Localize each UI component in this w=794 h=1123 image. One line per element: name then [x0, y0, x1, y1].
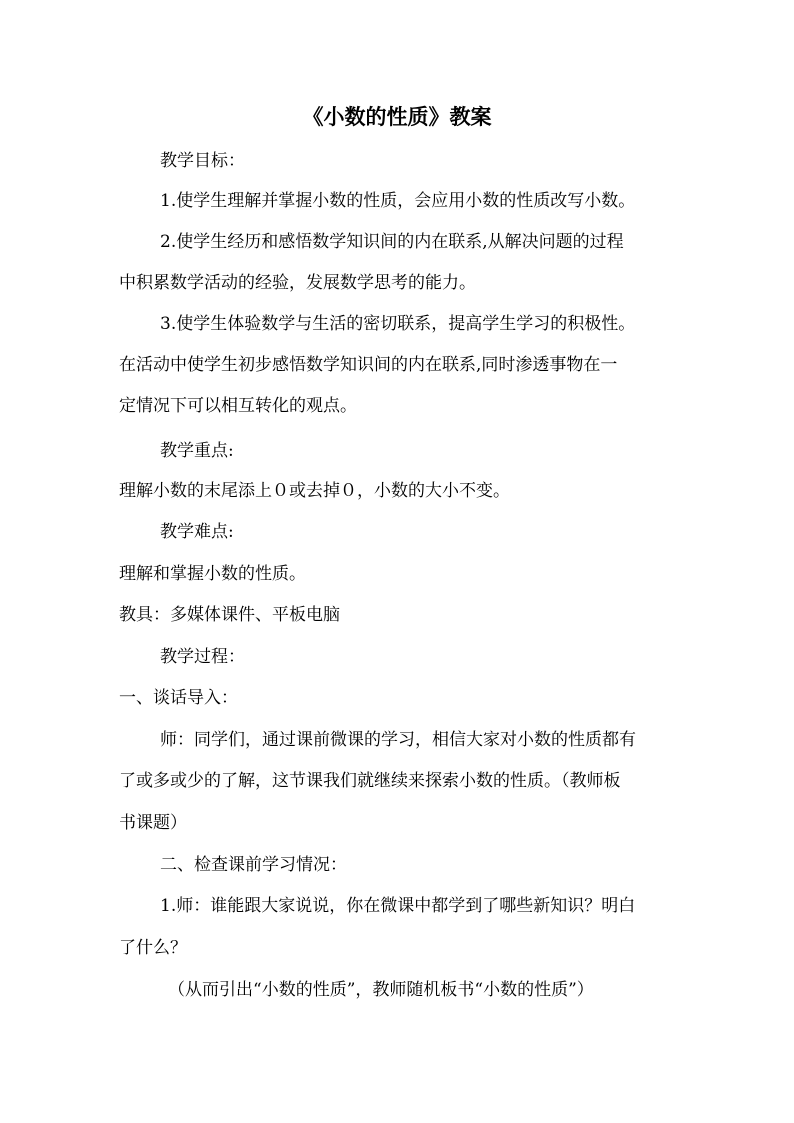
- paragraph-line: （从而引出“小数的性质”，教师随机板书“小数的性质”）: [168, 980, 594, 1000]
- paragraph-line: 教学重点:: [160, 441, 234, 461]
- paragraph-line: 理解和掌握小数的性质。: [119, 564, 306, 584]
- paragraph-line: 在活动中使学生初步感悟数学知识间的内在联系,同时渗透事物在一: [119, 355, 618, 375]
- paragraph-line: 1.使学生理解并掌握小数的性质，会应用小数的性质改写小数。: [160, 191, 636, 211]
- paragraph-line: 1.师：谁能跟大家说说，你在微课中都学到了哪些新知识？明白: [160, 896, 636, 916]
- paragraph-line: 中积累数学活动的经验，发展数学思考的能力。: [119, 273, 476, 293]
- paragraph-line: 二、检查课前学习情况：: [160, 855, 347, 875]
- paragraph-line: 书课题）: [119, 813, 187, 833]
- document-title: 《小数的性质》教案: [302, 104, 492, 129]
- paragraph-line: 教学过程：: [160, 647, 245, 667]
- paragraph-line: 定情况下可以相互转化的观点。: [119, 396, 357, 416]
- paragraph-line: 了或多或少的了解，这节课我们就继续来探索小数的性质。（教师板: [119, 771, 621, 791]
- paragraph-line: 教学难点:: [160, 522, 234, 542]
- paragraph-line: 2.使学生经历和感悟数学知识间的内在联系,从解决问题的过程: [160, 232, 624, 252]
- paragraph-line: 理解小数的末尾添上０或去掉０，小数的大小不变。: [119, 481, 510, 501]
- paragraph-line: 3.使学生体验数学与生活的密切联系，提高学生学习的积极性。: [160, 314, 636, 334]
- paragraph-line: 了什么？: [119, 938, 187, 958]
- paragraph-line: 一、谈话导入：: [119, 688, 238, 708]
- paragraph-line: 教具：多媒体课件、平板电脑: [119, 605, 340, 625]
- paragraph-line: 教学目标：: [160, 151, 245, 171]
- paragraph-line: 师：同学们，通过课前微课的学习，相信大家对小数的性质都有: [160, 730, 636, 750]
